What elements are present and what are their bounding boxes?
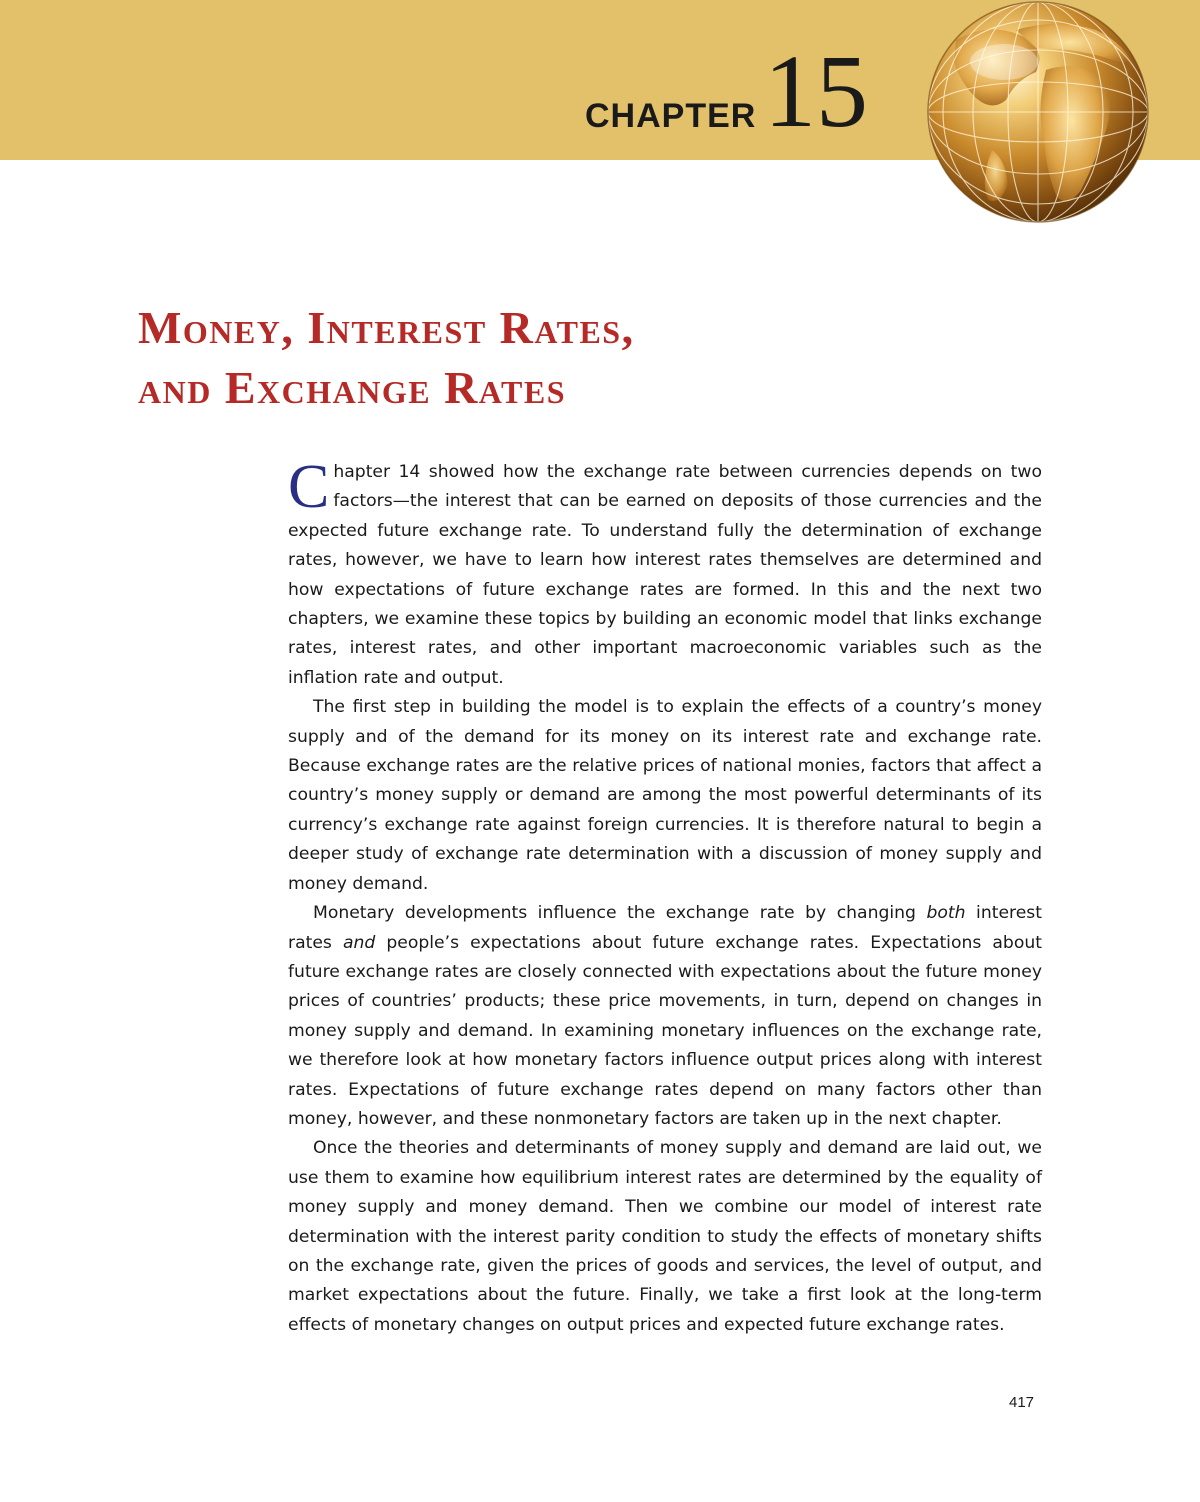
drop-cap: C (288, 453, 330, 521)
chapter-number: 15 (764, 34, 868, 149)
paragraph-3-text-a: Monetary developments influence the exchange rate by changing (313, 903, 927, 924)
paragraph-3-text-c: people’s expectations about future exchange rates. Expectations about future exchange rates are closely connected with expectations about the future money prices of countries’ products; these price movements, in turn, depend on changes in money supply and demand. In examining monetary influences on the exchange rate, we therefore look at how monetary factors influence output prices along with interest rates. Expectations of future exchange rates depend on many factors other than money, however, and these nonmonetary factors are taken up in the next chapter. (288, 932, 1042, 1129)
chapter-title (138, 298, 635, 418)
paragraph-1 (288, 453, 1042, 693)
paragraph-3-text-b: interest rates (288, 903, 1042, 953)
chapter-title-line-1: Money, Interest Rates, (138, 302, 635, 353)
paragraph-2: The first step in building the model is to explain the effects of a country’s money supply and of the demand for its money on its interest rate and exchange rate. Because exchange rates are the relative prices of national monies, factors that affect a country’s money supply or demand are among the most powerful determinants of its currency’s exchange rate against foreign currencies. It is therefore natural to begin a deeper study of exchange rate determination with a discussion of money supply and money demand. (288, 697, 1042, 894)
paragraph-1-text: hapter 14 showed how the exchange rate between currencies depends on two factors—the interest that can be earned on deposits of those currencies and the expected future exchange rate. To understand fully the determination of exchange rates, however, we have to learn how interest rates themselves are determined and how expectations of future exchange rates are formed. In this and the next two chapters, we examine these topics by building an economic model that links exchange rates, interest rates, and other important macroeconomic variables such as the inflation rate and output. (288, 462, 1042, 688)
chapter-label: CHAPTER (585, 97, 757, 135)
chapter-title-line-2: and Exchange Rates (138, 362, 567, 413)
page-number: 417 (1009, 1394, 1035, 1411)
paragraph-3 (288, 899, 1042, 1134)
paragraph-4: Once the theories and determinants of money supply and demand are laid out, we use them to examine how equilibrium interest rates are determined by the equality of money supply and money demand. Then we combine our model of interest rate determination with the interest parity condition to study the effects of monetary shifts on the exchange rate, given the prices of goods and services, the level of output, and market expectations about the future. Finally, we take a first look at the long-term effects of monetary changes on output prices and expected future exchange rates. (288, 1138, 1042, 1335)
emphasis-both: both (926, 903, 966, 924)
chapter-intro-text (288, 453, 1042, 1340)
golden-globe-icon (896, 0, 1196, 300)
emphasis-and: and (342, 932, 376, 953)
